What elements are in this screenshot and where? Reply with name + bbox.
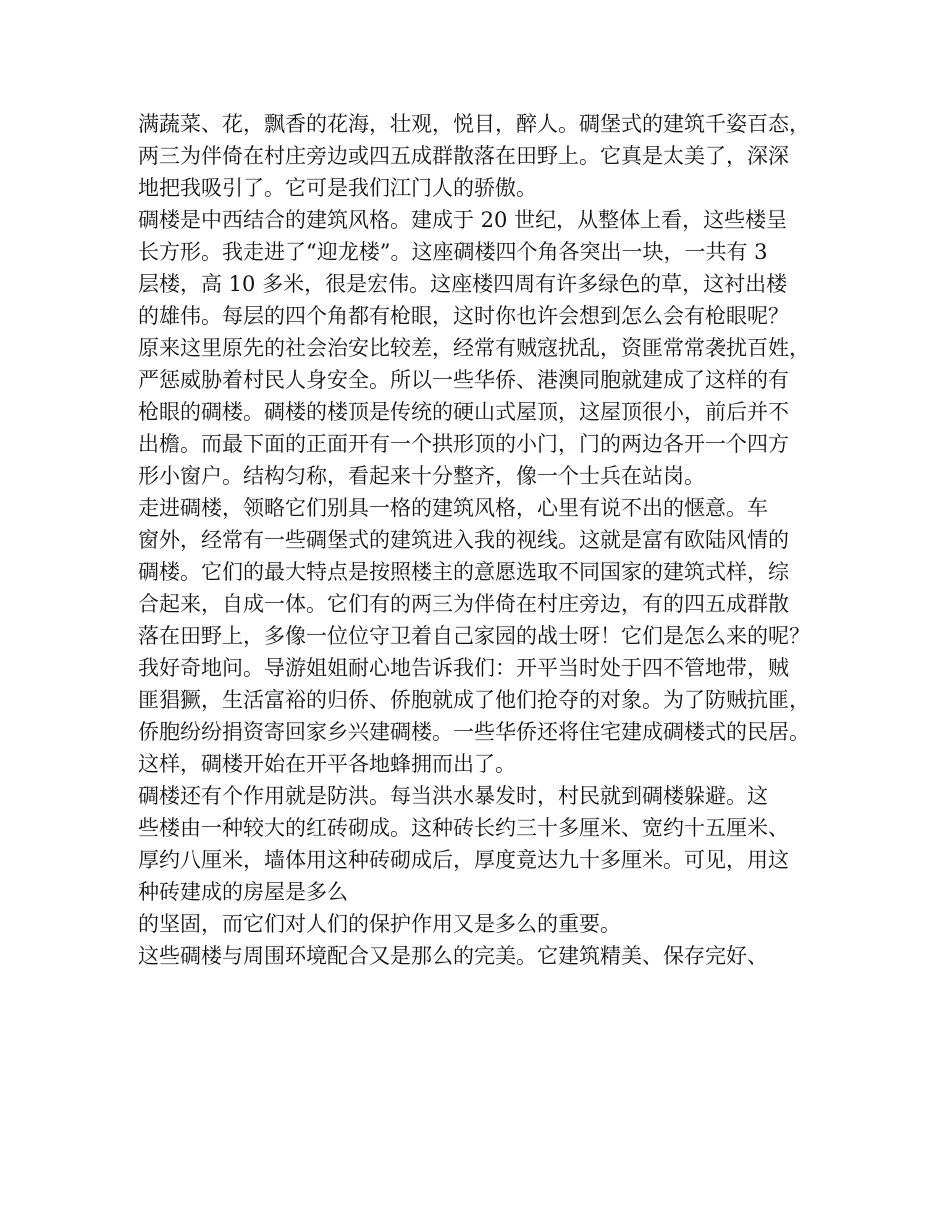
text-line: 出檐。而最下面的正面开有一个拱形顶的小门，门的两边各开一个四方	[138, 432, 789, 456]
text-line: 匪猖獗，生活富裕的归侨、侨胞就成了他们抢夺的对象。为了防贼抗匪，	[138, 688, 810, 712]
text-line: 碉楼还有个作用就是防洪。每当洪水暴发时，村民就到碉楼躲避。这	[138, 784, 768, 808]
text-line: 合起来，自成一体。它们有的两三为伴倚在村庄旁边，有的四五成群散	[138, 592, 789, 616]
text-line: 碉楼。它们的最大特点是按照楼主的意愿选取不同国家的建筑式样，综	[138, 560, 789, 584]
text-line: 碉楼是中西结合的建筑风格。建成于 20 世纪，从整体上看，这些楼呈	[138, 208, 788, 232]
text-line: 这些碉楼与周围环境配合又是那么的完美。它建筑精美、保存完好、	[138, 944, 768, 968]
text-line: 窗外，经常有一些碉堡式的建筑进入我的视线。这就是富有欧陆风情的	[138, 528, 789, 552]
text-line: 的雄伟。每层的四个角都有枪眼，这时你也许会想到怎么会有枪眼呢？	[138, 304, 789, 328]
text-line: 两三为伴倚在村庄旁边或四五成群散落在田野上。它真是太美了，深深	[138, 144, 789, 168]
text-line: 些楼由一种较大的红砖砌成。这种砖长约三十多厘米、宽约十五厘米、	[138, 816, 789, 840]
text-line: 枪眼的碉楼。碉楼的楼顶是传统的硬山式屋顶，这屋顶很小，前后并不	[138, 400, 789, 424]
text-line: 的坚固，而它们对人们的保护作用又是多么的重要。	[138, 912, 621, 936]
text-line: 我好奇地问。导游姐姐耐心地告诉我们：开平当时处于四不管地带，贼	[138, 656, 789, 680]
text-line: 走进碉楼，领略它们别具一格的建筑风格，心里有说不出的惬意。车	[138, 496, 768, 520]
text-line: 原来这里原先的社会治安比较差，经常有贼寇扰乱，资匪常常袭扰百姓，	[138, 336, 810, 360]
text-line: 厚约八厘米，墙体用这种砖砌成后，厚度竟达九十多厘米。可见，用这	[138, 848, 789, 872]
text-line: 层楼，高 10 多米，很是宏伟。这座楼四周有许多绿色的草，这衬出楼	[138, 272, 788, 296]
text-line: 长方形。我走进了“迎龙楼”。这座碉楼四个角各突出一块，一共有 3	[138, 240, 768, 264]
text-line: 满蔬菜、花，飘香的花海，壮观，悦目，醉人。碉堡式的建筑千姿百态，	[138, 112, 810, 136]
text-line: 这样，碉楼开始在开平各地蜂拥而出了。	[138, 752, 516, 776]
body-text	[138, 108, 838, 972]
text-line: 落在田野上，多像一位位守卫着自己家园的战士呀！它们是怎么来的呢？	[138, 624, 810, 648]
text-line: 侨胞纷纷捐资寄回家乡兴建碉楼。一些华侨还将住宅建成碉楼式的民居。	[138, 720, 810, 744]
text-line: 严惩威胁着村民人身安全。所以一些华侨、港澳同胞就建成了这样的有	[138, 368, 789, 392]
text-line: 形小窗户。结构匀称，看起来十分整齐，像一个士兵在站岗。	[138, 464, 705, 488]
text-line: 种砖建成的房屋是多么	[138, 880, 348, 904]
text-line: 地把我吸引了。它可是我们江门人的骄傲。	[138, 176, 537, 200]
